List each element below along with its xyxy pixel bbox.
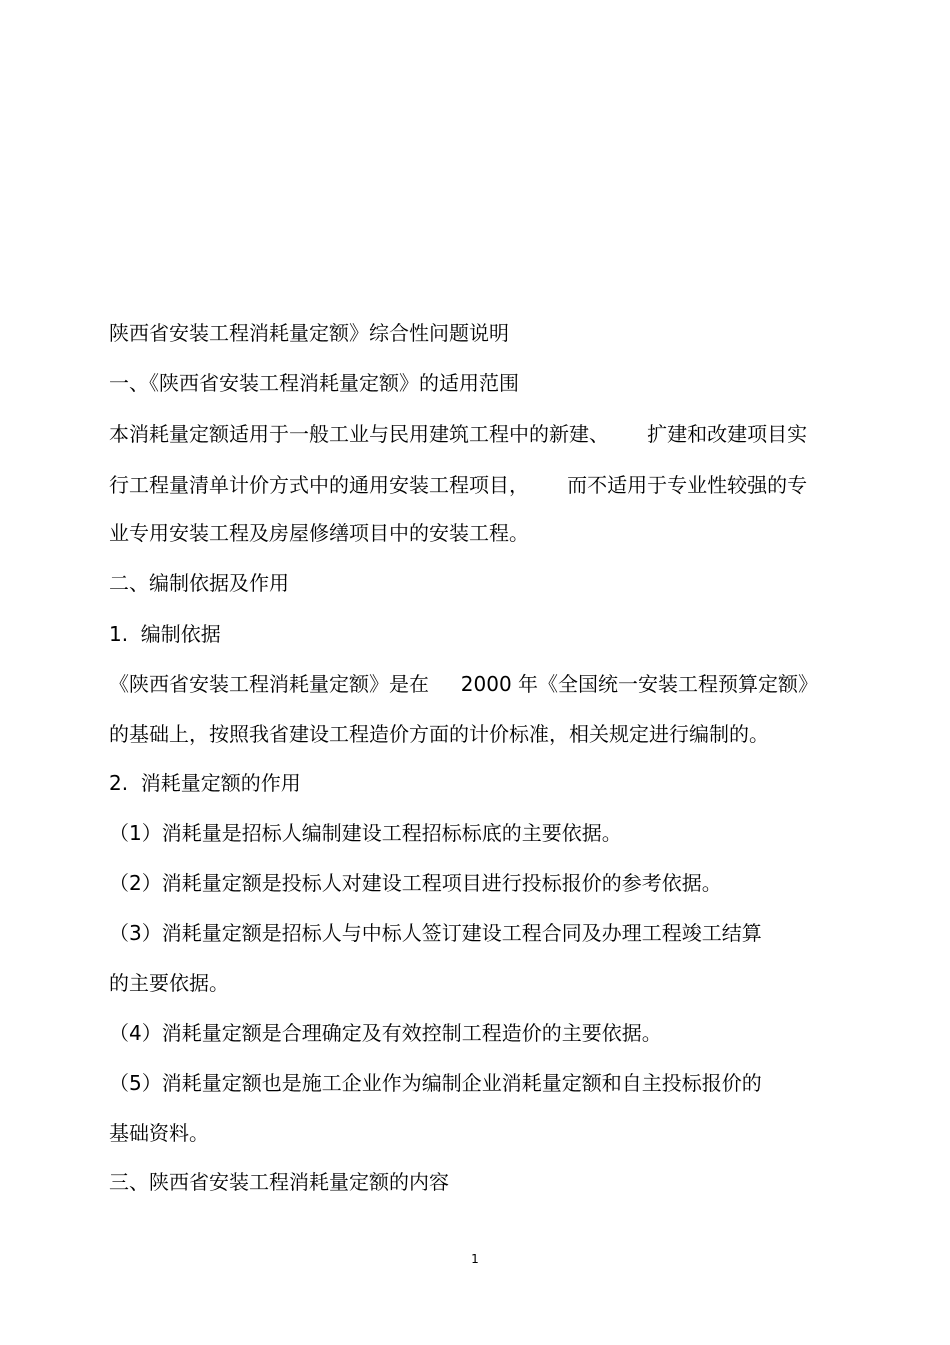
list-item-3: （3）消耗量定额是招标人与中标人签订建设工程合同及办理工程竣工结算 <box>109 921 762 945</box>
list-item-5-continued: 基础资料。 <box>109 1121 209 1145</box>
section-1-para-line-1: 本消耗量定额适用于一般工业与民用建筑工程中的新建、 扩建和改建项目实 <box>109 422 808 446</box>
list-item-1: （1）消耗量是招标人编制建设工程招标标底的主要依据。 <box>109 821 622 845</box>
subsection-1-para-line-2: 的基础上，按照我省建设工程造价方面的计价标准，相关规定进行编制的。 <box>109 722 769 746</box>
list-item-2: （2）消耗量定额是投标人对建设工程项目进行投标报价的参考依据。 <box>109 871 722 895</box>
list-item-3-continued: 的主要依据。 <box>109 971 229 995</box>
section-3-heading: 三、陕西省安装工程消耗量定额的内容 <box>109 1170 449 1194</box>
subsection-1-heading: 1. 编制依据 <box>109 622 221 646</box>
section-1-para-line-3: 业专用安装工程及房屋修缮项目中的安装工程。 <box>109 521 529 545</box>
subsection-2-heading: 2. 消耗量定额的作用 <box>109 771 301 795</box>
list-item-5: （5）消耗量定额也是施工企业作为编制企业消耗量定额和自主投标报价的 <box>109 1071 762 1095</box>
subsection-1-para-line-1: 《陕西省安装工程消耗量定额》是在 2000 年《全国统一安装工程预算定额》 <box>109 672 819 696</box>
section-1-para-line-2: 行工程量清单计价方式中的通用安装工程项目， 而不适用于专业性较强的专 <box>109 473 808 497</box>
section-2-heading: 二、编制依据及作用 <box>109 571 289 595</box>
section-1-heading: 一、《陕西省安装工程消耗量定额》的适用范围 <box>109 371 519 395</box>
list-item-4: （4）消耗量定额是合理确定及有效控制工程造价的主要依据。 <box>109 1021 662 1045</box>
page-number: 1 <box>471 1252 479 1266</box>
document-title: 陕西省安装工程消耗量定额》综合性问题说明 <box>109 321 509 345</box>
